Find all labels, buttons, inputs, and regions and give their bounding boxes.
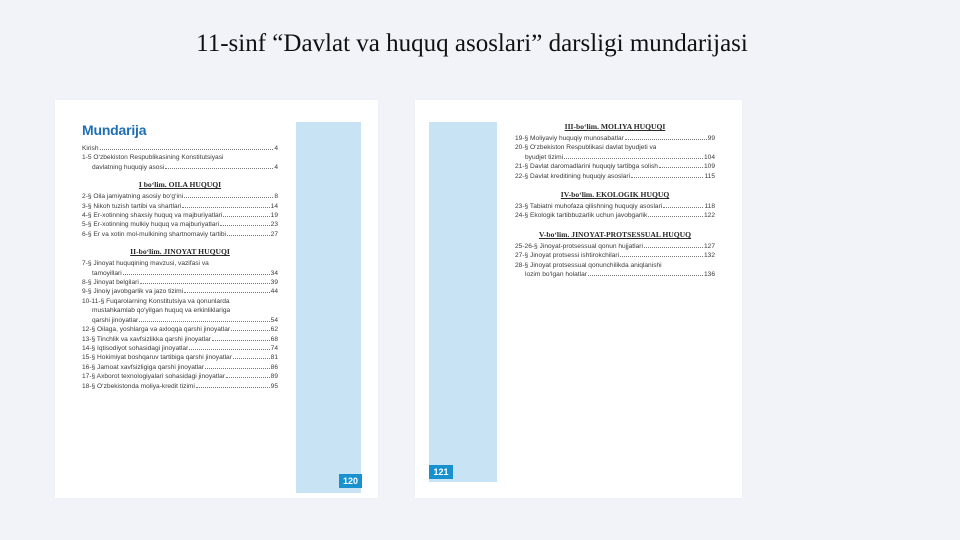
toc-entry	[82, 278, 278, 287]
toc-entry-title: tamoyillari	[92, 269, 122, 277]
toc-entry-page: 68	[270, 335, 278, 343]
toc-entry	[82, 325, 278, 334]
toc-entry-page: 99	[707, 135, 715, 142]
toc-entry-page: 39	[270, 279, 278, 287]
toc-entry	[82, 335, 278, 344]
toc-entry-page: 4	[274, 163, 278, 171]
toc-entry-title: 20-§ O‘zbekiston Respublikasi davlat byudjeti va	[515, 144, 657, 152]
dot-leader	[223, 216, 269, 217]
dot-leader	[644, 247, 703, 248]
toc-entry-page: 115	[704, 172, 715, 180]
dot-leader	[227, 235, 270, 236]
toc-entry-title: 7-§ Jinoyat huquqining mavzusi, vazifasi va	[82, 260, 209, 268]
toc-entry-page: 89	[270, 373, 278, 381]
toc-entry-title: 22-§ Davlat kreditining huquqiy asoslari	[515, 172, 631, 180]
toc-entry-title: byudjet tizimi	[525, 153, 564, 161]
dot-leader	[663, 207, 703, 208]
toc-entry-page: 23	[270, 221, 278, 229]
section-entries	[515, 134, 715, 181]
toc-entry-title: 6-§ Er va xotin mol-mulkining shartnomaviy tartibi	[82, 230, 227, 238]
section-title: II-bo‘lim. JINOYAT HUQUQI	[130, 247, 230, 257]
dot-leader	[625, 139, 707, 140]
table-of-contents-right	[515, 122, 715, 279]
toc-entry	[82, 153, 278, 162]
toc-entry-page: 44	[270, 288, 278, 296]
toc-entry-title: 18-§ O‘zbekistonda moliya-kredit tizimi	[82, 382, 195, 390]
page-number: 120	[339, 474, 362, 488]
toc-entry-page: 54	[270, 316, 278, 324]
toc-entry-title: 17-§ Axborot texnologiyalari sohasidagi jinoyatlar	[82, 373, 225, 381]
book-page-right	[415, 100, 742, 498]
section-entries	[82, 259, 278, 391]
toc-entry	[515, 172, 715, 181]
toc-entry-title: Kirish	[82, 145, 99, 152]
toc-entry	[82, 269, 278, 278]
toc-entry	[82, 297, 278, 306]
section-title: V-bo‘lim. JINOYAT-PROTSESSUAL HUQUQ	[538, 229, 692, 239]
toc-entry-page: 34	[270, 269, 278, 277]
section-entries	[515, 242, 715, 280]
page-margin-band	[429, 122, 497, 482]
toc-entry-page: 27	[270, 230, 278, 238]
section-title: IV-bo‘lim. EKOLOGIK HUQUQ	[560, 190, 670, 200]
toc-entry	[82, 144, 278, 153]
toc-entry	[82, 382, 278, 391]
toc-entry-page: 104	[703, 153, 715, 161]
toc-entry	[82, 202, 278, 211]
section-title: III-bo‘lim. MOLIYA HUQUQI	[564, 122, 666, 131]
toc-entry	[82, 353, 278, 362]
dot-leader	[196, 387, 270, 388]
toc-entry-page: 122	[703, 212, 715, 220]
toc-entry-title: 9-§ Jinoiy javobgarlik va jazo tizimi	[82, 288, 184, 296]
dot-leader	[233, 358, 270, 359]
toc-entry	[82, 163, 278, 172]
toc-entry-title: 4-§ Er-xotinning shaxsiy huquq va majburiyatlari	[82, 212, 223, 220]
toc-entry-title: 24-§ Ekologik tartibbuzarlik uchun javobgarlik	[515, 212, 648, 220]
toc-entry-page: 81	[270, 354, 278, 362]
toc-entry	[82, 363, 278, 372]
toc-entry-page: 136	[703, 271, 715, 279]
slide-title: 11-sinf “Davlat va huquq asoslari” darsligi mundarijasi	[196, 30, 748, 57]
toc-entry-title: 28-§ Jinoyat protsessual qonunchilikda aniqlanishi	[515, 261, 662, 269]
toc-entry-title: 13-§ Tinchlik va xavfsizlikka qarshi jinoyatlar	[82, 335, 211, 343]
dot-leader	[182, 207, 269, 208]
toc-entry-page: 4	[274, 145, 278, 152]
section-entries	[82, 192, 278, 239]
toc-entry-page: 19	[270, 212, 278, 220]
dot-leader	[588, 275, 703, 276]
dot-leader	[184, 197, 273, 198]
toc-entry-title: 8-§ Jinoyat belgilari	[82, 279, 139, 287]
table-of-contents-left	[82, 122, 278, 391]
toc-entry-page: 8	[274, 193, 278, 201]
toc-entry-page: 109	[703, 163, 715, 171]
toc-entry-title: 2-§ Oila jamiyatning asosiy bo‘g‘ini	[82, 193, 184, 201]
toc-entry	[515, 134, 715, 143]
toc-entry	[82, 211, 278, 220]
intro-entries	[82, 144, 278, 172]
dot-leader	[226, 377, 270, 378]
toc-entry-title: 19-§ Moliyaviy huquqiy munosabatlar	[515, 135, 624, 142]
toc-entry-page: 14	[270, 202, 278, 210]
toc-entry-title: 1-5 O‘zbekiston Respublikasining Konstitutsiyasi	[82, 154, 224, 162]
toc-entry	[82, 372, 278, 381]
dot-leader	[620, 256, 703, 257]
toc-entry	[515, 202, 715, 211]
dot-leader	[212, 340, 270, 341]
toc-entry-title: mustahkamlab qo‘yilgan huquq va erkinliklariga	[92, 307, 231, 315]
dot-leader	[564, 158, 703, 159]
toc-entry-page: 95	[270, 382, 278, 390]
toc-entry-title: 23-§ Tabiatni muhofaza qilishning huquqiy asoslari	[515, 203, 663, 211]
dot-leader	[100, 149, 274, 150]
toc-entry	[515, 251, 715, 260]
toc-entry	[515, 270, 715, 279]
page-number: 121	[429, 465, 453, 479]
toc-entry-title: 14-§ Iqtisodiyot sohasidagi jinoyatlar	[82, 344, 189, 352]
dot-leader	[659, 167, 703, 168]
toc-entry-page: 62	[270, 326, 278, 334]
toc-entry-page: 132	[703, 252, 715, 260]
toc-entry	[82, 344, 278, 353]
toc-entry-title: 15-§ Hokimiyat boshqaruv tartibiga qarshi jinoyatlar	[82, 354, 232, 362]
dot-leader	[139, 321, 269, 322]
dot-leader	[231, 330, 270, 331]
toc-entry	[515, 242, 715, 251]
toc-entry	[515, 153, 715, 162]
toc-entry-title: 3-§ Nikoh tuzish tartibi va shartlari	[82, 202, 182, 210]
section-title: I bo‘lim. OILA HUQUQI	[138, 180, 222, 190]
toc-entry	[82, 192, 278, 201]
toc-entry	[82, 259, 278, 268]
section-entries	[515, 202, 715, 221]
toc-entry	[515, 261, 715, 270]
book-page-left	[55, 100, 378, 498]
toc-entry-page: 127	[703, 242, 715, 250]
toc-entry-page: 86	[270, 363, 278, 371]
toc-entry	[82, 306, 278, 315]
dot-leader	[631, 177, 703, 178]
dot-leader	[189, 349, 269, 350]
dot-leader	[648, 216, 703, 217]
toc-entry	[82, 316, 278, 325]
toc-entry-title: davlatning huquqiy asosi	[92, 163, 165, 171]
toc-entry-title: 27-§ Jinoyat protsessi ishtirokchilari	[515, 252, 620, 260]
toc-entry-title: qarshi jinoyatlar	[92, 316, 139, 324]
toc-entry	[82, 230, 278, 239]
toc-entry	[515, 162, 715, 171]
toc-entry-title: 5-§ Er-xotinning mulkiy huquq va majburiyatlari	[82, 221, 220, 229]
dot-leader	[165, 168, 273, 169]
toc-entry	[515, 211, 715, 220]
toc-entry	[515, 143, 715, 152]
dot-leader	[184, 292, 270, 293]
toc-entry-title: 16-§ Jamoat xavfsizligiga qarshi jinoyatlar	[82, 363, 205, 371]
toc-entry	[82, 287, 278, 296]
dot-leader	[220, 225, 270, 226]
toc-entry-title: 25-26-§ Jinoyat-protsessual qonun hujjatlari	[515, 242, 643, 250]
toc-entry-title: 21-§ Davlat daromadlarini huquqiy tartibga solish	[515, 163, 658, 171]
toc-entry-page: 74	[270, 344, 278, 352]
toc-entry-title: 10-11-§ Fuqarolarning Konstitutsiya va qonunlarda	[82, 297, 230, 305]
dot-leader	[205, 368, 270, 369]
toc-entry	[82, 220, 278, 229]
toc-entry-title: lozim bo‘lgan holatlar	[525, 271, 587, 279]
page-margin-band	[296, 122, 361, 493]
toc-heading: Mundarija	[82, 122, 147, 138]
dot-leader	[140, 283, 270, 284]
toc-entry-title: 12-§ Oilaga, yoshlarga va axloqqa qarshi jinoyatlar	[82, 326, 231, 334]
dot-leader	[123, 274, 270, 275]
toc-entry-page: 118	[704, 203, 715, 211]
